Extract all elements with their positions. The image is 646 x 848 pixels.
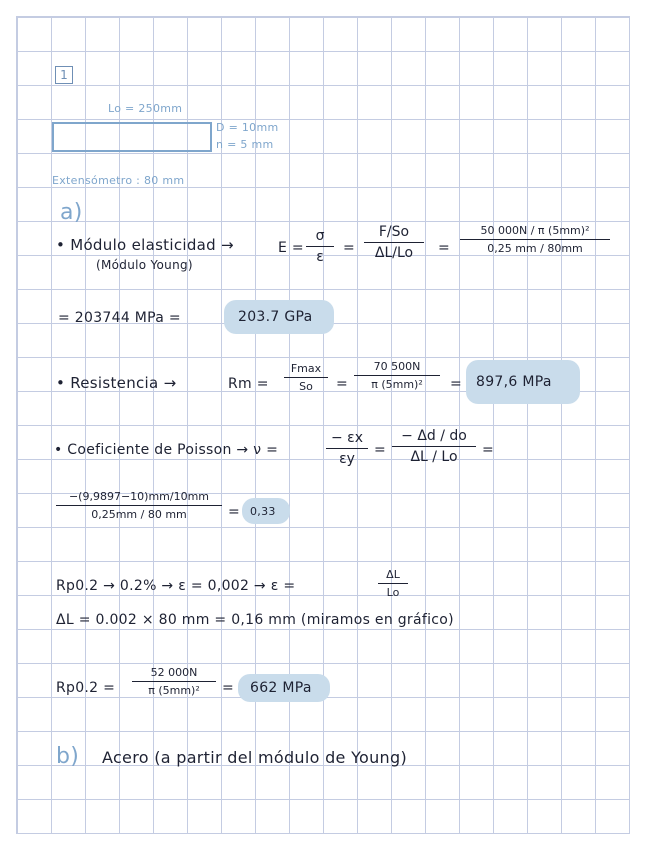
modulo-den: 0,25 mm / 80mm (487, 242, 583, 255)
modulo-sub-label: (Módulo Young) (96, 258, 193, 272)
modulo-result-boxed: 203.7 GPa (238, 309, 313, 325)
modulo-eq1: = (343, 240, 355, 256)
poisson-ex-ey (326, 430, 368, 467)
problem-number-text: 1 (60, 68, 68, 82)
resistencia-label: • Resistencia → (56, 374, 177, 392)
part-b-text: Acero (a partir del módulo de Young) (102, 748, 407, 767)
poisson-fraction-2 (56, 490, 222, 521)
modulo-E-eq: E = (278, 240, 304, 256)
resistencia-eq: = (336, 376, 348, 392)
rp-frac-den: Lo (386, 586, 400, 599)
specimen-rectangle (52, 122, 212, 152)
resistencia-result-boxed: 897,6 MPa (476, 374, 552, 390)
rp-line2: ΔL = 0.002 × 80 mm = 0,16 mm (miramos en gráfico) (56, 612, 454, 628)
modulo-num: 50 000N / π (5mm)² (480, 224, 590, 237)
poisson-d-over-l (392, 428, 476, 465)
spec-lo: Lo = 250mm (108, 102, 183, 115)
so: So (299, 380, 313, 393)
sigma: σ (315, 228, 325, 244)
rp-fraction (132, 666, 216, 697)
fmax: Fmax (290, 362, 322, 375)
fmax-over-so (284, 362, 328, 393)
resistencia-eq2: = (450, 376, 462, 392)
modulo-sigma-epsilon (306, 228, 334, 265)
part-b-label: b) (56, 744, 80, 769)
resistencia-den: π (5mm)² (371, 378, 423, 391)
rp-label: Rp0.2 = (56, 680, 116, 696)
rp-den: π (5mm)² (148, 684, 200, 697)
poisson-den2: 0,25mm / 80 mm (91, 508, 187, 521)
poisson-eq: = (374, 442, 386, 458)
rp-result-boxed: 662 MPa (250, 680, 312, 696)
modulo-eq2: = (438, 240, 450, 256)
rp-num: 52 000N (150, 666, 198, 679)
rp-frac-num: ΔL (386, 568, 400, 581)
poisson-eq2: = (482, 442, 494, 458)
problem-number (55, 66, 73, 84)
poisson-ey: εy (339, 451, 355, 467)
modulo-main-fraction (460, 224, 610, 255)
poisson-label: • Coeficiente de Poisson → ν = (54, 442, 279, 458)
epsilon: ε (316, 249, 324, 265)
rp-dl-over-lo (378, 568, 408, 599)
poisson-num2: −(9,9897−10)mm/10mm (68, 490, 210, 503)
rp-eq: = (222, 680, 234, 696)
part-a-label: a) (60, 200, 83, 225)
modulo-label: • Módulo elasticidad → (56, 236, 234, 254)
resistencia-fraction (354, 360, 440, 391)
modulo-f-over-dl (364, 224, 424, 261)
dl-over-lo: ΔL/Lo (374, 245, 414, 261)
rp-line1: Rp0.2 → 0.2% → ε = 0,002 → ε = (56, 578, 296, 594)
poisson-eq3: = (228, 504, 240, 520)
poisson-ex: − εx (330, 430, 364, 446)
spec-extensometro: Extensómetro : 80 mm (52, 174, 185, 187)
modulo-result-line: = 203744 MPa = (58, 310, 181, 326)
f-over-so: F/So (378, 224, 410, 240)
resistencia-num: 70 500N (373, 360, 421, 373)
rm-label: Rm = (228, 376, 269, 392)
spec-n: n = 5 mm (216, 138, 274, 151)
spec-d: D = 10mm (216, 121, 279, 134)
poisson-result-boxed: 0,33 (250, 505, 276, 518)
poisson-den: ΔL / Lo (410, 449, 458, 465)
poisson-num: − Δd / do (401, 428, 467, 444)
